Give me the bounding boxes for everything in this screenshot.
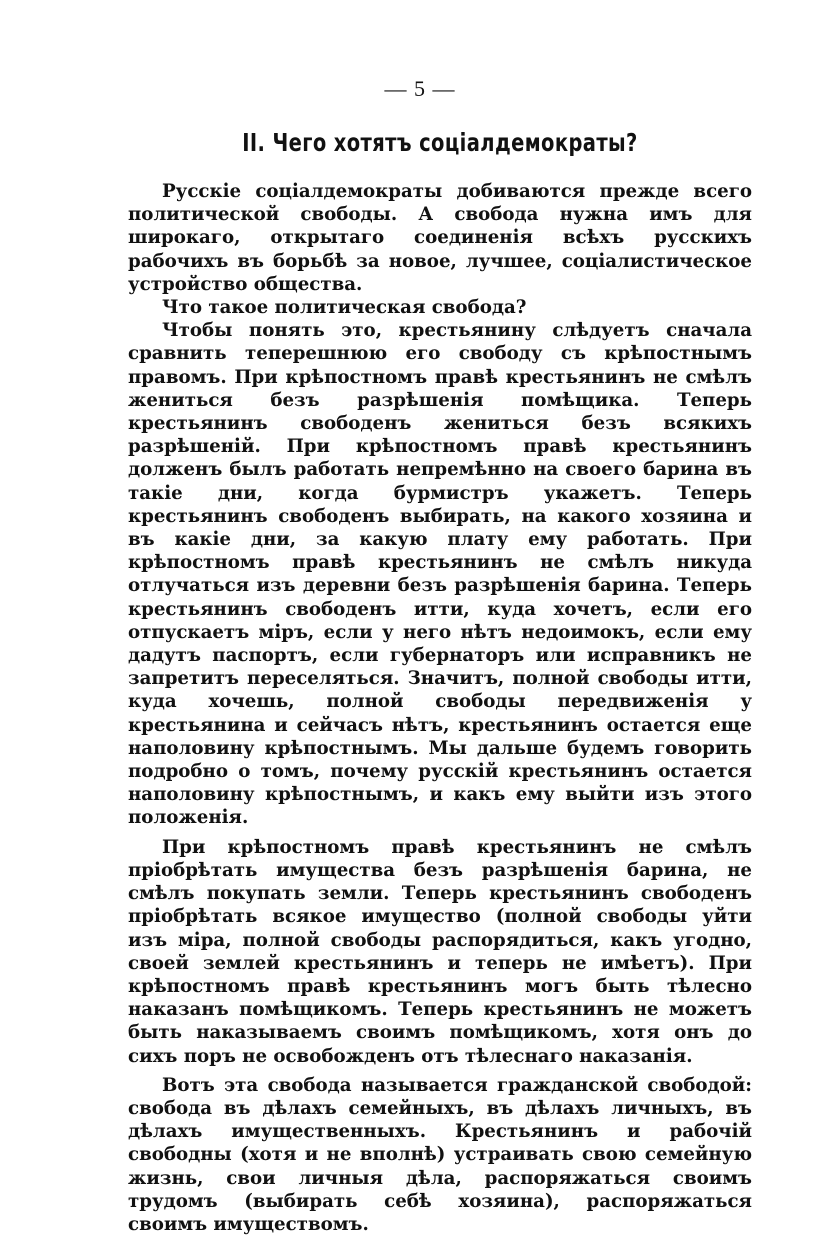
- paragraph: Чтобы понять это, крестьянину слѣдуетъ сначала сравнить теперешнюю его свободу съ крѣпостнымъ правомъ. При крѣпостномъ правѣ крестьянинъ не смѣлъ жениться безъ разрѣшенія помѣщика. Теперь крестьянинъ свободенъ жениться безъ всякихъ разрѣшеній. При крѣпостномъ правѣ крестьянинъ долженъ былъ работать непремѣнно на своего барина въ такіе дни, когда бурмистръ укажетъ. Теперь крестьянинъ свободенъ выбирать, на какого хозяина и въ какіе дни, за какую плату ему работать. При крѣпостномъ правѣ крестьянинъ не смѣлъ никуда отлучаться изъ деревни безъ разрѣшенія барина. Теперь крестьянинъ свободенъ итти, куда хочетъ, если его отпускаетъ міръ, если у него нѣтъ недоимокъ, если ему дадутъ паспортъ, если губернаторъ или исправникъ не запретитъ переселяться. Значитъ, полной свободы итти, куда хочешь, полной свободы передвиженія у крестьянина и сейчасъ нѣтъ, крестьянинъ остается еще наполовину крѣпостнымъ. Мы дальше будемъ говорить подробно о томъ, почему русскій крестьянинъ остается наполовину крѣпостнымъ, и какъ ему выйти изъ этого положенія.: [128, 320, 752, 829]
- body-text: [128, 180, 752, 1236]
- paragraph: Русскіе соціалдемократы добиваются прежде всего политической свободы. А свобода нужна имъ для широкаго, открытаго соединенія всѣхъ русскихъ рабочихъ въ борьбѣ за новое, лучшее, соціалистическое устройство общества.: [128, 181, 752, 295]
- section-heading: II. Чего хотятъ соціалдемократы?: [242, 128, 638, 157]
- paragraph: Вотъ эта свобода называется гражданской свободой: свобода въ дѣлахъ семейныхъ, въ дѣлахъ личныхъ, въ дѣлахъ имущественныхъ. Крестьянинъ и рабочій свободны (хотя и не вполнѣ) устраивать свою семейную жизнь, свои личныя дѣла, распоряжаться своимъ трудомъ (выбирать себѣ хозяина), распоряжаться своимъ имуществомъ.: [128, 1074, 752, 1235]
- paragraph: При крѣпостномъ правѣ крестьянинъ не смѣлъ пріобрѣтать имущества безъ разрѣшенія барина, не смѣлъ покупать земли. Теперь крестьянинъ свободенъ пріобрѣтать всякое имущество (полной свободы уйти изъ міра, полной свободы распорядиться, какъ угодно, своей землей крестьянинъ и теперь не имѣетъ). При крѣпостномъ правѣ крестьянинъ могъ быть тѣлесно наказанъ помѣщикомъ. Теперь крестьянинъ не можетъ быть наказываемъ своимъ помѣщикомъ, хотя онъ до сихъ поръ не освобожденъ отъ тѣлеснаго наказанія.: [128, 836, 752, 1067]
- page-number: — 5 —: [384, 76, 456, 101]
- paragraph: Что такое политическая свобода?: [162, 297, 527, 319]
